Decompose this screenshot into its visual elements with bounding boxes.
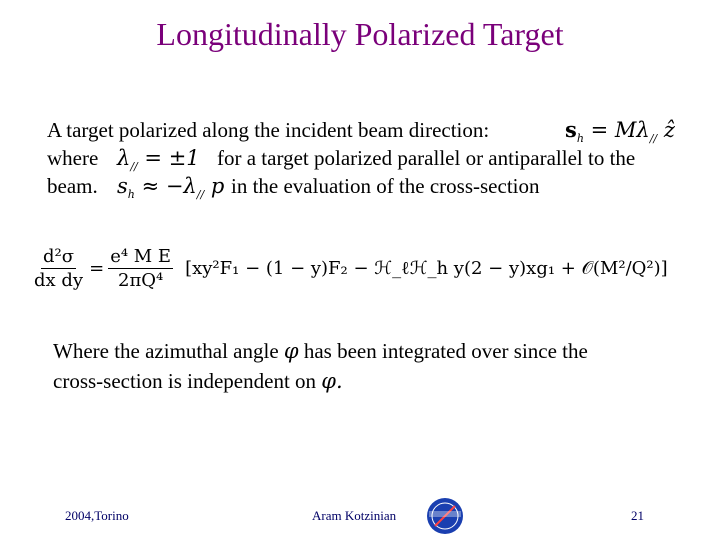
equation-equals: = bbox=[89, 257, 105, 279]
intro-line-1 bbox=[47, 116, 707, 144]
intro-line-3-word: beam. bbox=[47, 174, 98, 198]
intro-line-2-word: where bbox=[47, 146, 99, 170]
intro-line-3-text: in the evaluation of the cross-section bbox=[231, 174, 540, 198]
page-number: 21 bbox=[631, 508, 644, 523]
cross-section-equation bbox=[28, 238, 698, 298]
phi-symbol-2: φ. bbox=[321, 369, 343, 393]
formula-sh-vector: $s_h = M\lambda_{//}$ ẑ bbox=[565, 117, 675, 146]
footer-event: 2004,Torino bbox=[65, 508, 129, 523]
intro-line-1-text: A target polarized along the incident beam direction: bbox=[47, 118, 490, 142]
where-line-1: Where the azimuthal angle φ has been integrated over since the bbox=[53, 339, 588, 363]
formula-lambda-pm1: $\lambda_{//} = \pm 1$ bbox=[117, 146, 200, 174]
intro-line-2-text: for a target polarized parallel or antiparallel to the bbox=[217, 146, 636, 170]
equation-prefactor-fraction: $\frac{\text{e⁴ M E}}{\text{2πQ⁴}}$ bbox=[110, 245, 172, 291]
where-paragraph bbox=[53, 336, 713, 396]
intro-paragraph bbox=[47, 116, 707, 200]
equation-body: [xy²F₁ − (1 − y)F₂ − ℋ_ℓℋ_h y(2 − y)xg₁ + 𝒪(M²/Q²)] bbox=[185, 257, 668, 279]
where-line-2: cross-section is independent on φ. bbox=[53, 369, 343, 393]
phi-symbol: φ bbox=[283, 339, 299, 363]
intro-line-3 bbox=[47, 172, 707, 200]
footer-author: Aram Kotzinian bbox=[312, 508, 397, 523]
formula-sh-approx: $s_h \approx -\lambda_{//}$ p bbox=[117, 174, 225, 202]
equation-lhs-fraction: $\frac{\text{d²σ}}{\text{dx dy}}$ bbox=[34, 245, 84, 291]
slide-title: Longitudinally Polarized Target bbox=[156, 16, 564, 52]
conference-logo-icon bbox=[425, 496, 465, 536]
intro-line-2 bbox=[47, 144, 707, 172]
